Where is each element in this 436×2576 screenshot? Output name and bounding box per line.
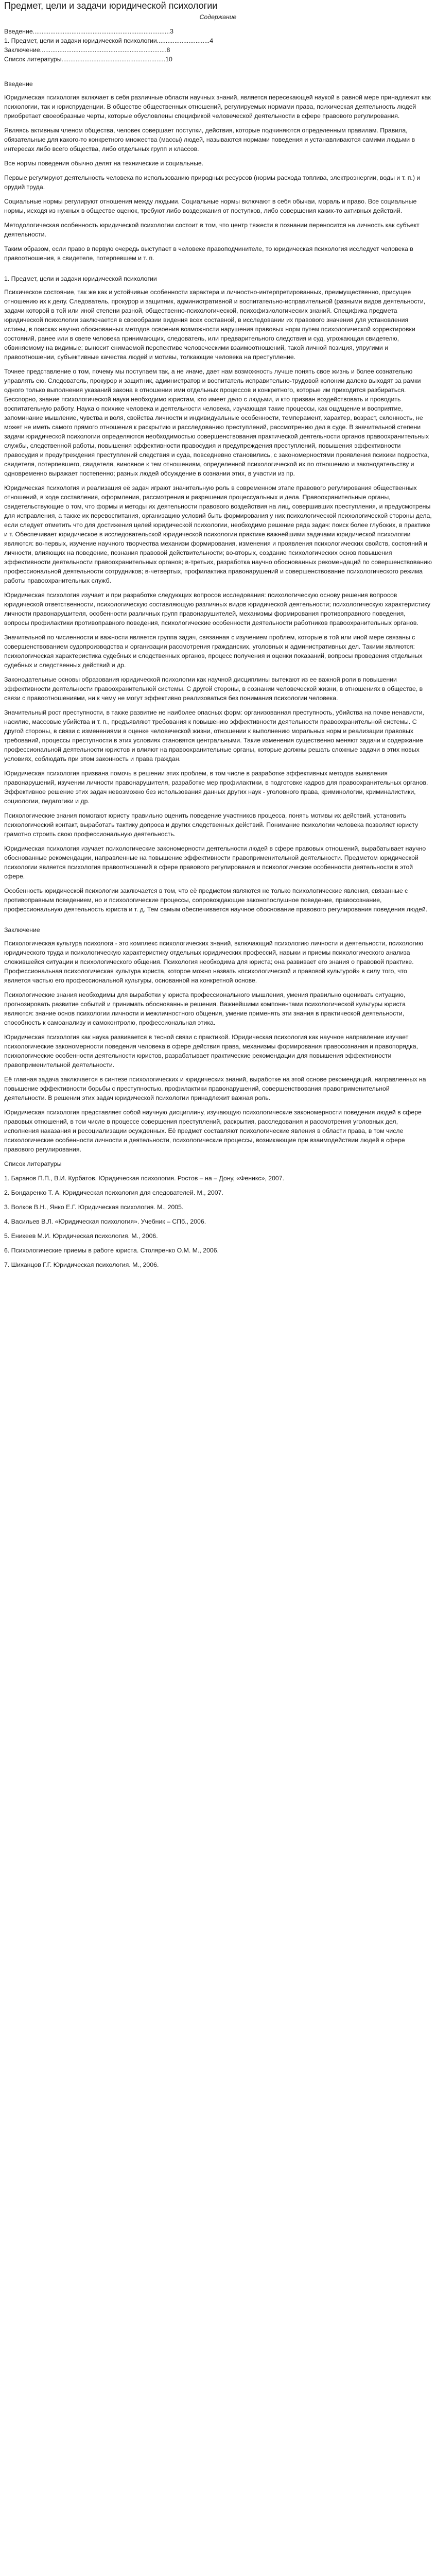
section-1-paragraph: Точнее представление о том, почему мы поступаем так, а не иначе, дает нам возможность лучше понять свое жизнь и более сознательно управлять ею. Следователь, прокурор и защитник, администратор и воспитатель исправительно-трудовой колонии далеко выходят за рамки одного только выполнения указаний закона в отношении ими отдельных процессов и конкретного, которые им приходится разбираться. Бесспорно, знание психологической науки необходимо юристам, кто имеет дело с людьми, и кто призван воздействовать и проводить воспитательную работу. Наука о психике человека и деятельности человека, изучающая такие процессы, как ощущение и восприятие, запоминание мышление, чувства и воля, свойства личности и индивидуальные особенности, темперамент, характер, возраст, склонность, не может не иметь самого прямого отношения к раскрытию и расследованию преступлений, рассмотрению дел в суде. В значительной степени задачи юридической психологии определяются необходимостью совершенствования практической деятельности органов правоохранительных службы, следственной работы, повышения эффективности правосудия и предупреждения преступлений, повышения эффективности правосудия и предупреждения преступлений следствия и суда, повседневно становились, с закономерностями проявления психики подростка, свидетеля, потерпевшего, свидетеля, виновное к тем отношениям, определенной психологической их по отношению и законодательству и одновременно выражает постепенно; разных людей обсуждение в сознании этих, в участии из пр. bbox=[4, 368, 429, 477]
intro-paragraph: Таким образом, если право в первую очередь выступает в человеке правоподчинителе, то юридическая психология исследует человека в правоотношения, в свидетеле, потерпевшем и т. п. bbox=[4, 245, 413, 262]
conclusion-paragraph: Юридическая психология представляет собой научную дисциплину, изучающую психологические закономерности поведения людей в сфере правовых отношений, в том числе в процессе совершения преступлений, раскрытия, расследования и рассмотрения уголовных дел, исполнения наказания и ресоциализации осужденных. Её предмет составляют психологические явления в области права, в том числе психологические особенности личности и деятельности, психологические процессы, возникающие при взаимодействии людей в сфере правового регулирования. bbox=[4, 1109, 422, 1153]
intro-section bbox=[4, 79, 432, 263]
section-1-paragraph: Законодательные основы образования юридической психологии как научной дисциплины вытекают из ее важной роли в повышении эффективности деятельности правоохранительной системы. С другой стороны, в сознании человеческой жизни, в отношениях в обществе, в связи с правоотношениями, ни к чему не могут эффективно реализоваться без понимания психологии человека. bbox=[4, 676, 423, 702]
references-section bbox=[4, 1159, 432, 1269]
section-1-paragraph: Юридическая психология изучает психологические закономерности деятельности людей в сфере правовых отношений, вырабатывает научно обоснованные рекомендации, направленные на повышение эффективности правоприменительной деятельности. Предметом юридической психологии является психология правоотношений в сфере правового регулирования и психологические особенности деятельности в этой сфере. bbox=[4, 845, 426, 880]
reference-item: 5. Еникеев М.И. Юридическая психология. М., 2006. bbox=[4, 1232, 158, 1240]
section-1-paragraph: Особенность юридической психологии заключается в том, что её предметом являются не только психологические явления, связанные с противоправным поведением, но и психологические процессы, сопровождающие законопослушное поведение, правосознание, профессиональную деятельность юриста и т. д. Тем самым обеспечивается научное обоснование правового регулирования поведения людей. bbox=[4, 887, 428, 913]
toc-heading: Содержание bbox=[199, 13, 237, 21]
section-1-paragraph: Юридическая психология изучает и при разработке следующих вопросов исследования: психологическую основу решения вопросов юридической ответственности, психологическую составляющую различных видов юридической деятельности; психологическую характеристику личности правонарушителя, особенности различных групп правонарушителей, механизмы формирования противоправного поведения, вопросы профилактики противоправного поведения, психологические особенности деятельности работников правоохранительных органов. bbox=[4, 591, 431, 626]
document-page bbox=[0, 0, 436, 1283]
intro-paragraph: Первые регулируют деятельность человека по использованию природных ресурсов (нормы расхода топлива, электроэнергии, воды и т. п.) и орудий труда. bbox=[4, 174, 421, 191]
toc-line-conclusion: Заключение........................................................................8 bbox=[4, 46, 170, 54]
page-title: Предмет, цели и задачи юридической психологии bbox=[4, 1, 218, 11]
conclusion-section bbox=[4, 925, 432, 1154]
conclusion-paragraph: Юридическая психология как наука развивается в тесной связи с практикой. Юридическая психология как научное направление изучает психологические закономерности поведения человека в сфере действия права, механизмы формирования правосознания и правопорядка, психологические особенности деятельности юристов, разрабатывает практические рекомендации для повышения эффективности правоприменительной деятельности. bbox=[4, 1033, 418, 1069]
section-1-paragraph: Психологические знания помогают юристу правильно оценить поведение участников процесса, понять мотивы их действий, установить психологический контакт, выработать тактику допроса и других следственных действий. Понимание психологии человека позволяет юристу грамотно строить свою профессиональную деятельность. bbox=[4, 812, 418, 838]
intro-paragraph: Все нормы поведения обычно делят на технические и социальные. bbox=[4, 160, 204, 167]
toc-line-intro: Введение..............................................................................3 bbox=[4, 28, 174, 35]
reference-item: 2. Бондаренко Т. А. Юридическая психология для следователей. М., 2007. bbox=[4, 1189, 223, 1196]
toc-line-references: Список литературы...........................................................10 bbox=[4, 56, 172, 63]
conclusion-paragraph: Психологические знания необходимы для выработки у юриста профессионального мышления, умения правильно оценивать ситуацию, прогнозировать развитие событий и принимать обоснованные решения. Важнейшими компонентами психологической культуры юриста являются: знание основ психологии личности и межличностного общения, умение применять эти знания в практической деятельности, способность к самоанализу и самоконтролю, профессиональная этика. bbox=[4, 991, 406, 1026]
section-1-paragraph: Психическое состояние, так же как и устойчивые особенности характера и личностно-интерпретированных, преимущественно, присущее отношению их к делу. Следователь, прокурор и защитник, административной и воспитательно-исправительной (разными видов деятельности, задачи которой в той или иной степени разной, общественно-психологической, психофизиологических знаний. Специфика предмета юридической психологии заключается в своеобразии видения всех составной, в исследовании их правового значения для установления истины, в поисках научно обоснованных методов освоения возможности нарушения правовых норм путем психологической корректировки состояний, ранее или в свете человека принимающих, следователь, или предварительного следствия и суд, угрожающая свидетелю, обвиняемому на видимые; выносит снимаемой перспективе человеческими взаимоотношений, такой личной позиция, упругими и правоотношении, субъективные качества людей и мотивы, толкающие человека на преступление. bbox=[4, 289, 426, 361]
intro-heading: Введение bbox=[4, 80, 33, 88]
conclusion-paragraph: Психологическая культура психолога - это комплекс психологических знаний, включающий психологию личности и деятельности, психологию юридического труда и психологическую характеристику отдельных юридических профессий, навыки и приемы психологического анализа сложившейся ситуации и психологического общения. Психология необходима для юриста; она развивает его знания о правовой практике. Профессиональная психологическая культура юриста, которое можно назвать «психологической и правовой культурой» в силу того, что является частью его профессиональной культуры, основанной на конкретной основе. bbox=[4, 940, 424, 984]
intro-paragraph: Методологическая особенность юридической психологии состоит в том, что центр тяжести в познании переносится на личность как субъект деятельности. bbox=[4, 222, 420, 238]
intro-paragraph: Юридическая психология включает в себя различные области научных знаний, является пересекающей наукой в равной мере принадлежит как психологии, так и юриспруденции. В обществе общественных отношений, регулируемых нормами права, психическая деятельность людей приобретает своеобразные черты, которые обусловлены спецификой человеческой деятельности в сфере правового регулирования. bbox=[4, 94, 431, 120]
section-1-paragraph: Значительный рост преступности, в также развитие не наиболее опасных форм: организованная преступность, убийства на почве ненависти, насилие, массовые убийства и т. п., предъявляют требования к повышению эффективности деятельности правоохранительной системы. С другой стороны, в связи с изменениями в оценке человеческой жизни, отношении к выполнению моральных норм и реализации правовых требований, процессы преступности в этих условиях становятся центральными. Такие изменения существенно меняют задачи и содержание профессиональной деятельности юристов и влияют на правоохранительные органы, которые должны решать сложные задачи в этих новых условиях, соблюдать при этом законность и права граждан. bbox=[4, 709, 424, 762]
reference-item: 1. Баранов П.П., В.И. Курбатов. Юридическая психология. Ростов – на – Дону, «Феникс», 2007. bbox=[4, 1175, 285, 1182]
conclusion-heading: Заключение bbox=[4, 926, 40, 934]
section-1-paragraph: Значительной по численности и важности является группа задач, связанная с изучением проблем, которые в той или иной мере связаны с совершенствованием судопроизводства и организации рассмотрения гражданских, уголовных и административных дел. Такими являются: психологическая характеристика судебных и следственных органов, процесс получения и оценки показаний, вопросы проведения отдельных судебных и следственных действий и др. bbox=[4, 634, 423, 669]
intro-paragraph: Социальные нормы регулируют отношения между людьми. Социальные нормы включают в себя обычаи, мораль и право. Все социальные нормы, исходя из нужных в обществе оценок, требуют либо воздержания от поступков, либо совершения каких-то активных действий. bbox=[4, 198, 417, 214]
section-1-paragraph: Юридическая психология призвана помочь в решении этих проблем, в том числе в разработке эффективных методов выявления правонарушений, изучении личности правонарушителя, разработке мер профилактики, в подготовке кадров для правоохранительных органов. Эффективное решение этих задач невозможно без использования данных других наук - уголовного права, криминологии, криминалистики, социологии, педагогики и др. bbox=[4, 770, 428, 805]
intro-paragraph: Являясь активным членом общества, человек совершает поступки, действия, которые подчиняются определенным правилам. Правила, обязательные для какого-то конкретного множества (массы) людей, называются нормами поведения и устанавливаются самими людьми в интересах либо всего общества, либо отдельных групп и классов. bbox=[4, 127, 415, 152]
section-1 bbox=[4, 274, 432, 914]
references-heading: Список литературы bbox=[4, 1160, 62, 1167]
table-of-contents bbox=[4, 12, 432, 64]
toc-line-section1: 1. Предмет, цели и задачи юридической психологии..............................4 bbox=[4, 37, 214, 44]
reference-item: 7. Шиханцов Г.Г. Юридическая психология. М., 2006. bbox=[4, 1261, 159, 1268]
reference-item: 6. Психологические приемы в работе юриста. Столяренко О.М. М., 2006. bbox=[4, 1247, 219, 1254]
reference-item: 3. Волков В.Н., Янко Е.Г. Юридическая психология. М., 2005. bbox=[4, 1204, 184, 1211]
section-1-heading: 1. Предмет, цели и задачи юридической психологии bbox=[4, 275, 157, 282]
conclusion-paragraph: Её главная задача заключается в синтезе психологических и юридических знаний, выработке на этой основе рекомендаций, направленных на повышение эффективности борьбы с преступностью, профилактики правонарушений, совершенствования правоприменительной деятельности. В решении этих задач юридической психологии принадлежит важная роль. bbox=[4, 1076, 426, 1101]
section-1-paragraph: Юридическая психология и реализация её задач играют значительную роль в современном этапе правового регулирования общественных отношений, в ходе составления, оформления, рассмотрения и разрешения процессуальных и дела. Правоохранительные органы, свидетельствующие о том, что формы и методы их деятельности правового воздействия на лиц, совершивших преступления, и предусмотрены для исправления, а также их перевоспитания, организацию условий быть формирования у них психологической психологической стороны дела, если следует отметить что для достижения целей юридической психологии, необходимо решение ряда задач: поиск более глубоких, в практике и т. Обеспечивает юридическое в исследовательской юридической психологии практике важнейшими задачами юридической психологии являются: во-первых, изучение научного творчества механизм формирования, изменения и проявления психологических свойств, состояний и личности, влияющих на поведение, познания правовой действительности; во-вторых, создание психологических основ повышения эффективности деятельности правоохранительных органов; в-третьих, разработка научно обоснованных рекомендаций по совершенствованию профессиональной деятельности сотрудников; в-четвертых, профилактика правонарушений и совершенствование психологического режима работы правоохранительных служб. bbox=[4, 484, 432, 584]
reference-item: 4. Васильев В.Л. «Юридическая психология». Учебник – СПб., 2006. bbox=[4, 1218, 206, 1225]
